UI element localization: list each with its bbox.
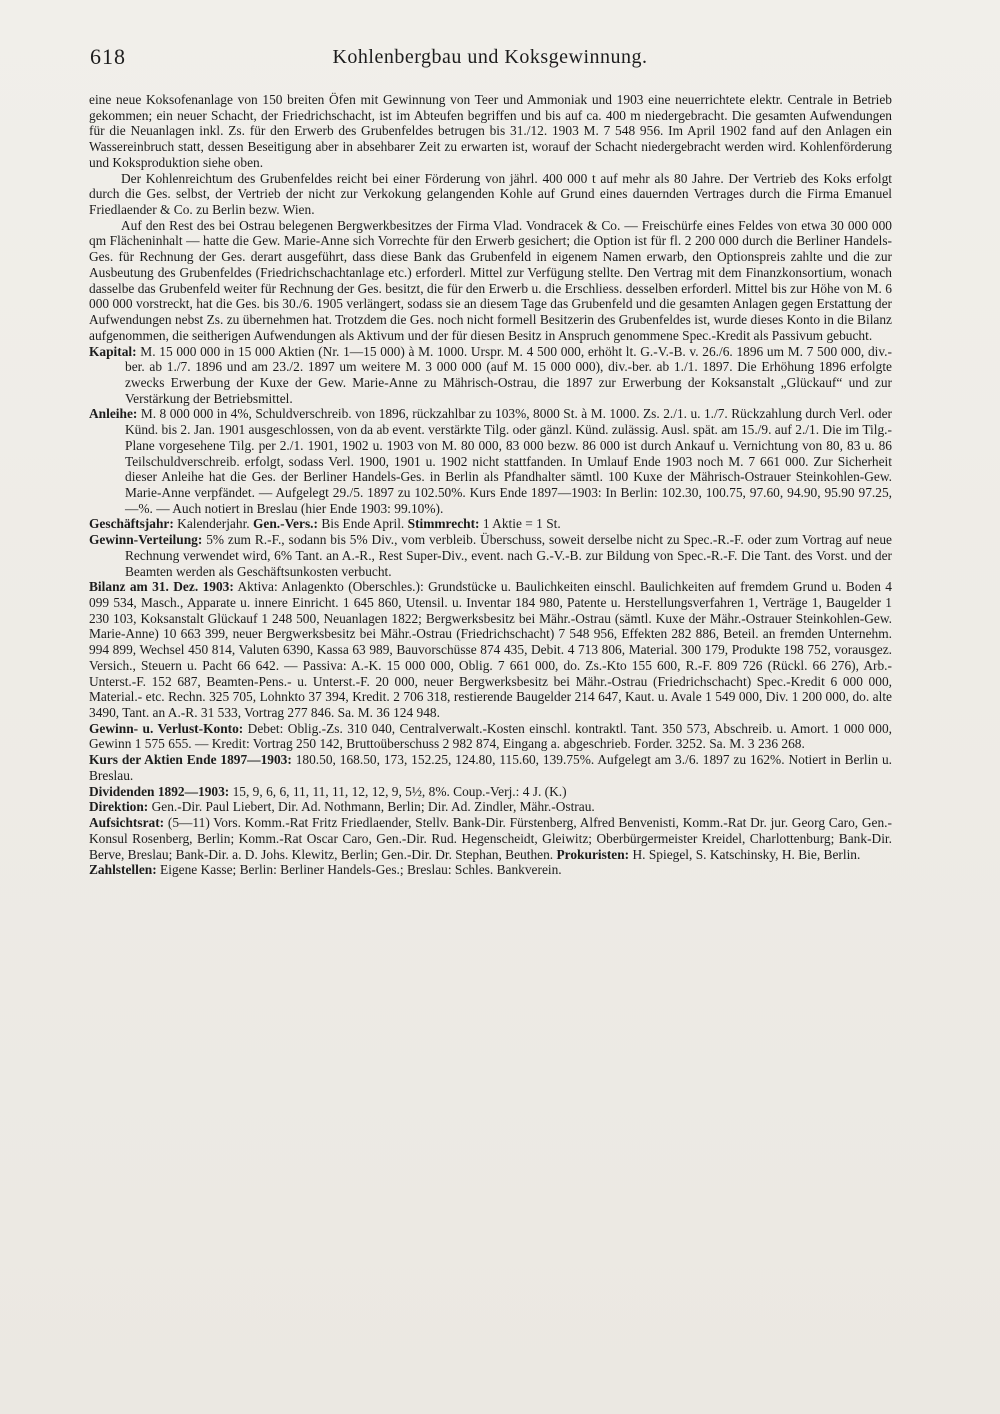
page-header: [90, 44, 890, 74]
section-text: 5% zum R.-F., sodann bis 5% Div., vom verbleib. Überschuss, soweit derselbe nicht zu Spec.-R.-F. oder zum Vortrag auf neue Rechnung verwendet wird, 6% Tant. an A.-R., Rest Super-Div., event. nach G.-V.-B. zur Bildung von Spec.-R.-F. Die Tant. des Vorst. und der Beamten werden als Geschäftsunkosten verbucht.: [125, 532, 892, 579]
section-text: Aktiva: Anlagenkto (Oberschles.): Grundstücke u. Baulichkeiten einschl. Baulichkeiten auf fremdem Grund u. Boden 4 099 534, Masch., Apparate u. innere Einricht. 1 645 860, Utensil. u. Inventar 184 980, Patente u. Herstellungsverfahren 1, Verträge 1, Baugelder 1 230 103, Koksanstalt Glückauf 1 248 500, Neuanlagen 1822; Bergwerksbesitz bei Mähr.-Ostrau (sämtl. Kuxe der Mähr.-Ostrauer Steinkohlen-Gew. Marie-Anne) 10 663 399, neuer Bergwerksbesitz bei Mähr.-Ostrau (Friedrichschacht) 7 548 956, Effekten 282 886, Beteil. an fremden Unternehm. 994 899, Wechsel 450 814, Valuten 6390, Kassa 63 989, Bauvorschüsse 874 435, Debit. 4 713 806, Material. 300 179, Produkte 198 752, vorausgez. Versich., Steuern u. Pacht 66 642. — Passiva: A.-K. 15 000 000, Oblig. 7 661 000, do. Zs.-Kto 155 600, R.-F. 809 726 (Rückl. 66 276), Arb.-Unterst.-F. 152 687, Beamten-Pens.- u. Unterst.-F. 20 000, neuer Bergwerksbesitz bei Mähr.-Ostrau (Friedrichschacht) Spec.-Kredit 6 000 000, Material.- etc. Rechn. 325 705, Lohnkto 37 394, Kredit. 2 706 318, restierende Baugelder 214 647, Kaut. u. Avale 1 549 000, Div. 1 200 000, do. alte 3490, Tant. an A.-R. 31 533, Vortrag 277 846. Sa. M. 36 124 948.: [89, 579, 892, 721]
section-dividenden: [89, 784, 892, 800]
section-text: M. 8 000 000 in 4%, Schuldverschreib. von 1896, rückzahlbar zu 103%, 8000 St. à M. 1000. Zs. 2./1. u. 1./7. Rückzahlung durch Verl. oder Künd. bis 2. Jan. 1901 ausgeschlossen, von da ab event. verstärkte Tilg. oder gänzl. Künd. zulässig. Ausl. spät. am 15./9. auf 2./1. Die im Tilg.-Plane vorgesehene Tilg. per 2./1. 1901, 1902 u. 1903 von M. 80 000, 83 000 bezw. 86 000 ist durch Ankauf u. Vernichtung von 80, 83 u. 86 Teilschuldverschreib. erfolgt, sodass Verl. 1900, 1901 u. 1902 nicht stattfanden. In Umlauf Ende 1903 noch M. 7 661 000. Zur Sicherheit dieser Anleihe hat die Ges. der Berliner Handels-Ges. in Berlin als Pfandhalter sämtl. 100 Kuxe der Mährisch-Ostrauer Steinkohlen-Gew. Marie-Anne verpfändet. — Aufgelegt 29./5. 1897 zu 102.50%. Kurs Ende 1897—1903: In Berlin: 102.30, 100.75, 97.60, 94.90, 95.90 97.25, —%. — Auch notiert in Breslau (hier Ende 1903: 99.10%).: [125, 406, 892, 516]
section-geschaeftsjahr: [89, 516, 892, 532]
section-label: Kurs der Aktien Ende 1897—1903:: [89, 752, 292, 768]
paragraph-ostrau-property: Auf den Rest des bei Ostrau belegenen Bergwerkbesitzes der Firma Vlad. Vondracek & Co. — Freischürfe eines Feldes von etwa 30 000 000 qm Flächeninhalt — hatte die Gew. Marie-Anne sich Vorrechte für den Erwerb gesichert; die Option ist für fl. 2 200 000 durch die Berliner Handels-Ges. für Rechnung der Ges. derart ausgeführt, dass diese Bank das Grubenfeld in eigenem Namen erwarb, den Optionspreis zahlte und die zur Ausbeutung des Grubenfeldes (Friedrichschachtanlage etc.) erforderl. Mittel zur Verfügung stellte. Den Vertrag mit dem Finanzkonsortium, wonach dasselbe das Grubenfeld weiter für Rechnung der Ges. besitzt, die für den Erwerb u. die Erschliess. desselben erforderl. Mittel bis zur Höhe von M. 6 000 000 vorstreckt, hat die Ges. bis 30./6. 1905 verlängert, sodass sie an diesem Tage das Grubenfeld und die gesamten Anlagen gegen Erstattung der Aufwendungen nebst Zs. zu übernehmen hat. Trotzdem die Ges. noch nicht formell Besitzerin des Grubenfeldes ist, wurde dieses Konto in die Bilanz aufgenommen, die seitherigen Aufwendungen als Aktivum und der für diesen Besitz in Anspruch genommene Spec.-Kredit als Passivum gebucht.: [89, 217, 892, 343]
section-text: Eigene Kasse; Berlin: Berliner Handels-Ges.; Breslau: Schles. Bankverein.: [156, 862, 562, 878]
document-body: [89, 92, 892, 878]
paragraph-coal-reserves: Der Kohlenreichtum des Grubenfeldes reicht bei einer Förderung von jährl. 400 000 t auf mehr als 80 Jahre. Der Vertrieb des Koks erfolgt durch die Ges. selbst, der Vertrieb der nicht zur Verkokung gelangenden Kohle auf Grund eines dauernden Vertrages durch die Firma Emanuel Friedlaender & Co. zu Berlin bezw. Wien.: [89, 170, 892, 218]
section-text: Bis Ende April.: [317, 516, 408, 532]
section-label: Direktion:: [89, 799, 149, 815]
section-label: Aufsichtsrat:: [89, 815, 165, 831]
section-text: Gen.-Dir. Paul Liebert, Dir. Ad. Nothmann, Berlin; Dir. Ad. Zindler, Mähr.-Ostrau.: [148, 799, 595, 815]
section-text: M. 15 000 000 in 15 000 Aktien (Nr. 1—15 000) à M. 1000. Urspr. M. 4 500 000, erhöht lt. G.-V.-B. v. 26./6. 1896 um M. 7 500 000, div.-ber. ab 1./7. 1896 und am 23./2. 1897 um weitere M. 3 000 000 (auf M. 15 000 000), div.-ber. ab 1./1. 1897. Die Erhöhung 1896 erfolgte zwecks Erwerbung der Kuxe der Gew. Marie-Anne zu Mährisch-Ostrau, die 1897 zur Erwerbung der Koksanstalt „Glückauf“ und zur Verstärkung der Betriebsmittel.: [125, 343, 892, 406]
section-direktion: [89, 799, 892, 815]
section-text: 15, 9, 6, 6, 11, 11, 11, 12, 12, 9, 5½, 8%. Coup.-Verj.: 4 J. (K.): [229, 783, 567, 799]
running-title: Kohlenbergbau und Koksgewinnung.: [332, 46, 648, 68]
section-kapital: [89, 344, 892, 407]
section-label-stimmrecht: Stimmrecht:: [407, 516, 480, 532]
paragraph-intro: eine neue Koksofenanlage von 150 breiten Öfen mit Gewinnung von Teer und Ammoniak und 1903 eine neuerrichtete elektr. Centrale in Betrieb gekommen; ein neuer Schacht, der Friedrichschacht, ist im Abteufen begriffen und bis auf ca. 400 m niedergebracht. Die gesamten Aufwendungen für die Neuanlagen inkl. Zs. für den Erwerb des Grubenfeldes betrugen bis 31./12. 1903 M. 7 548 956. Im April 1902 fand auf den Anlagen ein Wassereinbruch statt, dessen Beseitigung aber in absehbarer Zeit zu erwarten ist, worauf der Schacht niedergebracht werden wird. Kohlenförderung und Koksproduktion siehe oben.: [89, 92, 892, 170]
section-aufsichtsrat: [89, 815, 892, 862]
section-label: Kapital:: [89, 343, 137, 359]
section-bilanz: [89, 579, 892, 720]
section-text: 1 Aktie = 1 St.: [479, 516, 561, 532]
section-text: Kalenderjahr.: [173, 516, 253, 532]
section-label: Bilanz am 31. Dez. 1903:: [89, 579, 234, 595]
section-text: Debet: Oblig.-Zs. 310 040, Centralverwalt.-Kosten einschl. kontraktl. Tant. 350 573, Abschreib. u. Amort. 1 000 000, Gewinn 1 575 655. — Kredit: Vortrag 250 142, Bruttoüberschuss 2 982 874, Eingang a. abgeschrieb. Forder. 3252. Sa. M. 3 236 268.: [89, 720, 892, 752]
section-label: Zahlstellen:: [89, 862, 157, 878]
section-label: Dividenden 1892—1903:: [89, 783, 230, 799]
section-text: (5—11) Vors. Komm.-Rat Fritz Friedlaender, Stellv. Bank-Dir. Fürstenberg, Alfred Benvenisti, Komm.-Rat Dr. jur. Georg Caro, Gen.-Konsul Rosenberg, Berlin; Komm.-Rat Oscar Caro, Gen.-Dir. Rud. Hegenscheidt, Gleiwitz; Oberbürgermeister Kreidel, Charlottenburg; Bank-Dir. Berve, Breslau; Bank-Dir. a. D. Johs. Klewitz, Berlin; Gen.-Dir. Dr. Stephan, Beuthen.: [89, 815, 892, 862]
section-kurs: [89, 752, 892, 783]
section-label: Gewinn-Verteilung:: [89, 532, 203, 548]
page-number: 618: [90, 44, 126, 69]
section-text: H. Spiegel, S. Katschinsky, H. Bie, Berlin.: [629, 846, 861, 862]
section-gewinn-verlust: [89, 721, 892, 752]
section-gewinn-verteilung: [89, 532, 892, 579]
section-label-prokuristen: Prokuristen:: [556, 846, 630, 862]
section-label: Geschäftsjahr:: [89, 516, 174, 532]
section-text: 180.50, 168.50, 173, 152.25, 124.80, 115.60, 139.75%. Aufgelegt am 3./6. 1897 zu 162%. Notiert in Berlin u. Breslau.: [89, 752, 892, 783]
section-label: Anleihe:: [89, 406, 138, 422]
section-label-gen-vers: Gen.-Vers.:: [253, 516, 318, 532]
section-label: Gewinn- u. Verlust-Konto:: [89, 720, 244, 736]
section-anleihe: [89, 406, 892, 516]
section-zahlstellen: [89, 862, 892, 878]
